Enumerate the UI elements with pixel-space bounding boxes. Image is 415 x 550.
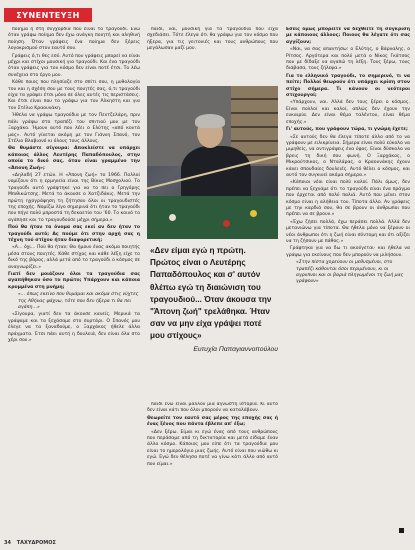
verse-excerpt: «Στην πίστα χορεύουν οι μεθυσμένοι, στο τραπέζι κάθονται όσοι περιμένουν, κι οι αγρυπνοι και οι βαριά πληγωμένοι τη ζωή μας γράφουν» [296,260,404,285]
photo-ball [250,210,257,217]
right-column [286,27,410,533]
interview-question: Εσείς όμως μπορείτε να δεχθείτε τη σύγκριση με κάποιους άλλους; Ποιους θα λέγατε ότι σας αγγίζουν; [286,27,410,45]
paragraph: παιδί ενώ είναι μάλλον μια άγνωστη ιστορία. Κι αυτό δεν είναι κάτι που όλοι μπορούν να καταλάβουν. [147,402,278,414]
verse-excerpt: «... όπως εκείνο που θυμάμαι και ακόμα στις νύχτες της Αθήνας ψάχνω, τότε που δεν ήξερα τι θα πει αγάπη…» [18,292,139,311]
interview-question: Γι' αυτούς, που γράφουν τώρα, τι γνώμη έχετε; [286,127,408,133]
pull-quote-text: «Δεν είμαι εγώ η πρώτη. Πρώτος είναι ο Λευτέρης Παπαδόπουλος και σ' αυτόν θλέπω εγώ τη διαιώνιση του τραγουδιού... Όταν άκουσα την "Άπονη ζωή" τρελάθηκα. Ήταν σαν να μην είχα γράψει ποτέ μου στίχους» [150,246,272,341]
paragraph: «Έχω ζήσει πολλά, έχω περάσει πολλά. Αλλά δεν μετανιώνω για τίποτα. Θα ήθελα μόνο να ξέρουν οι νέοι άνθρωποι ότι η ζωή είναι σύντομη και ότι αξίζει να τη ζήσουν με πάθος.» [286,219,410,244]
paragraph: «Ναι, να σας απαντήσω: ο Ελύτης, ο Βάρναλης, ο Ρίτσος. Αργότερα και πολύ μετά ο Νίκος Γκάτσος που με δίδαξε να αγαπώ τη λέξη. Τους ξέρω, τους διάβασα, τους ζήλεψα.» [286,47,410,72]
paragraph: παιδί, ναι, μουσική για τα τραγούδια που είχα σχεδιάσει. Τότε έλεγα ότι θα γράψω για τον κόσμο που ήξερα, για τις γειτονιές και τους ανθρώπους που μεγάλωσαν μαζί μου. [147,27,278,52]
paragraph: Ήθελα να γράψω τραγούδια με τον Πεντζελάρη, πριν πάλι γράφω στο τραπέζι του σπιτιού μου με τον Ξαρχάκο. Ήμουν αυτό που λέει ο Ελύτης «από κοντά μας». Αυτό γίνεται ακόμη με τον Γιάννη Σπανό, τον Στέλιο Βλαβιανό κι όλους τους άλλους. [8,113,140,144]
pull-quote-source: Ευτυχία Παπαγιαννοπούλου [193,345,278,353]
interview-question: Πού θα ήταν τα όνομα σας εκεί αν δεν ήταν το τραγούδι αυτό; Ας πούμε ότι στην αρχή σας η τέχνη τού στίχου ήταν διαφορετική; [8,225,140,243]
middle-column-bottom [147,402,278,538]
paragraph: «Δηλαδή 27 ετών. Η «Άπονη ζωή» το 1966. Πολλοί νομίζουν ότι η ερμηνεία είναι της Βίκυς Μοσχολιού. Το τραγούδι αυτό γράφτηκε για να το πει ο Γρηγόρης Μπιθικώτσης. Μετά το άκουσε ο Χατζιδάκις. Μετά την πρώτη ηχογράφηση τη ζήτησαν όλοι οι τραγουδιστές της εποχής. Νομίζω λίγο σημερινά ότι ήταν το τραγούδι που πήγε πολύ μπροστά τη δεκαετία του ’60. Το κοινό το αγάπησε και το τραγουδούσε μέχρι σήμερα.» [8,172,140,223]
section-tag [4,8,92,22]
interview-question: Γιατί δεν μοιάζουν όλοι τα τραγούδια σας αγαπήθηκαν όσο το πρώτο; Υπάρχουν και κάποια κρυμμένα στη μνήμη; [8,272,140,290]
paragraph: «Υπάρχουν, ναι. Αλλά δεν τους ξέρει ο κόσμος. Είναι πολλοί και καλοί, απλώς δεν έχουν την ευκαιρία. Δεν είναι θέμα ταλέντου, είναι θέμα εποχής.» [286,100,410,125]
magazine-name: ΤΑΧΥΔΡΟΜΟΣ [16,540,56,546]
article-end-mark [399,528,404,533]
paragraph: Γράφεις ό,τι θες εσύ. Αυτό που γράφεις μπορεί να είναι μέχρι και στίχοι μουσική για τραγούδι. Και ένα τραγούδι όταν γράφεις για τον κόσμο δεν είναι ποτέ έτσι. Το λέω συνέχεια στο έργο μου. [8,53,140,78]
middle-column-top [147,27,278,83]
paragraph: «Κάποιοι νέοι είναι πολύ καλοί. Πάλι όμως, δεν πρέπει να ξεχνάμε ότι το τραγούδι είναι ένα πράγμα που έρχεται από πολύ παλιά. Αυτό που μένει στον κόσμο είναι η αλήθεια του. Τίποτα άλλο. Αν γράφεις με την καρδιά σου, θα σε βρουν οι άνθρωποι που πρέπει να σε βρουν.» [286,180,410,218]
photo-billiard-table [147,196,278,239]
paragraph: Γράφτηκα για να δω τι ακούγεται· και ήθελα να γράψω για εκείνους που δεν μπορούν να μιλήσουν. [286,246,410,258]
paragraph: «Σίγουρα, γιατί δεν τα άκουσε κανείς. Μερικά τα γράψαμε και τα ξεχάσαμε στο συρτάρι. Ο Σπανός μου έλεγε να τα ξαναδούμε, ο Ξαρχάκος ήθελε άλλα πράγματα. Έτσι πάει αυτή η δουλειά, δεν είναι όλα στο χέρι σου.» [8,312,140,344]
interview-question: Για το ελληνικό τραγούδι, το σημερινό, τι να πείτε; Πολλοί θεωρούν ότι υπάρχει κρίση στον στίχο σήμερα. Τι κάνουν οι νεότεροι στιχουργοί; [286,73,410,99]
paragraph: «Δεν ξέρω. Είμαι κι εγώ ένας από τους ανθρώπους που περάσαμε από τη δικτατορία και μετά είδαμε έναν άλλο κόσμο. Κάποιος μου είπε ότι τα τραγούδια μου είναι το ημερολόγιο μιας ζωής. Αυτό είναι που νιώθω κι εγώ. Εγώ δεν θέλησα ποτέ να γίνω κάτι άλλο από αυτό που είμαι.» [147,429,278,467]
page-number: 34 [4,540,11,546]
section-tag-label: ΣΥΝΕΝΤΕΥΞΗ [16,10,80,20]
interview-question: Θεωρείτε τον εαυτό σας μέρος της εποχής σας ή ένας ξένος που πάντα έβλεπε απ' έξω; [147,415,278,428]
pull-quote [150,245,278,395]
photo-person-hair [195,114,225,128]
interview-photo [147,86,278,239]
interview-question: Θα θυμάστε σίγουρα: Αποκλείστε να υπάρχει κάποιος άλλος Λευτέρης Παπαδόπουλος, στην οποία το δικό σας, όταν είναι γραμμένο την «Άπονη Ζωή»; [8,146,140,171]
photo-ball [169,214,176,221]
paragraph: Κάθε ποιος που πλησίαζε στο σπίτι σου, η μυθολογία του και η σχέση σου με τους ποιητές σας, ό,τι τραγούδι είχα τα γράψει έτσι μόνο σε όλες αυτές τις περιστάσεις. Και έτσι είναι που το γράφω για τον Άλκηστη και για τον Στέλιο Κραουνάκη. [8,80,140,111]
photo-ball [223,220,230,227]
page-footer [4,540,124,548]
paragraph: «Α... όχι... Πού θα ήταν; Θα ήμουν ένας ακόμα ποιητής μέσα στους ποιητές. Κάθε στίχος και κάθε λέξη είχε το δικό της βάρος, αλλά μετά από το τραγούδι ο κόσμος σε αναγνωρίζει.» [8,245,140,270]
paragraph: «Σε αυτούς δεν θα έλεγα τίποτε άλλο από το να γράφουν με ειλικρίνεια. Σήμερα είναι πολύ εύκολο να μιμηθείς, να αντιγράψεις ένα ύφος. Είναι δύσκολο να βρεις τη δική σου φωνή. Ο Ξαρχάκος, ο Μικρούτσικος, ο Νταλάρας, ο Κραουνάκης έχουν κάνει σπουδαίες δουλειές. Αυτό θέλει ο κόσμος, και αυτό τον συγκινεί ακόμα σήμερα.» [286,134,410,178]
left-column [8,27,140,538]
paragraph: ποίημα ή στη συγχορδία που είναι το τραγούδι. Ενώ όταν γράφω ποίημα δεν έχω ανάγκη ποιητή και αληθινή ποίηση. Όταν γράφεις ένα ποίημα δεν ξέρεις λογοκρισμού στον εαυτό σου. [8,27,140,52]
